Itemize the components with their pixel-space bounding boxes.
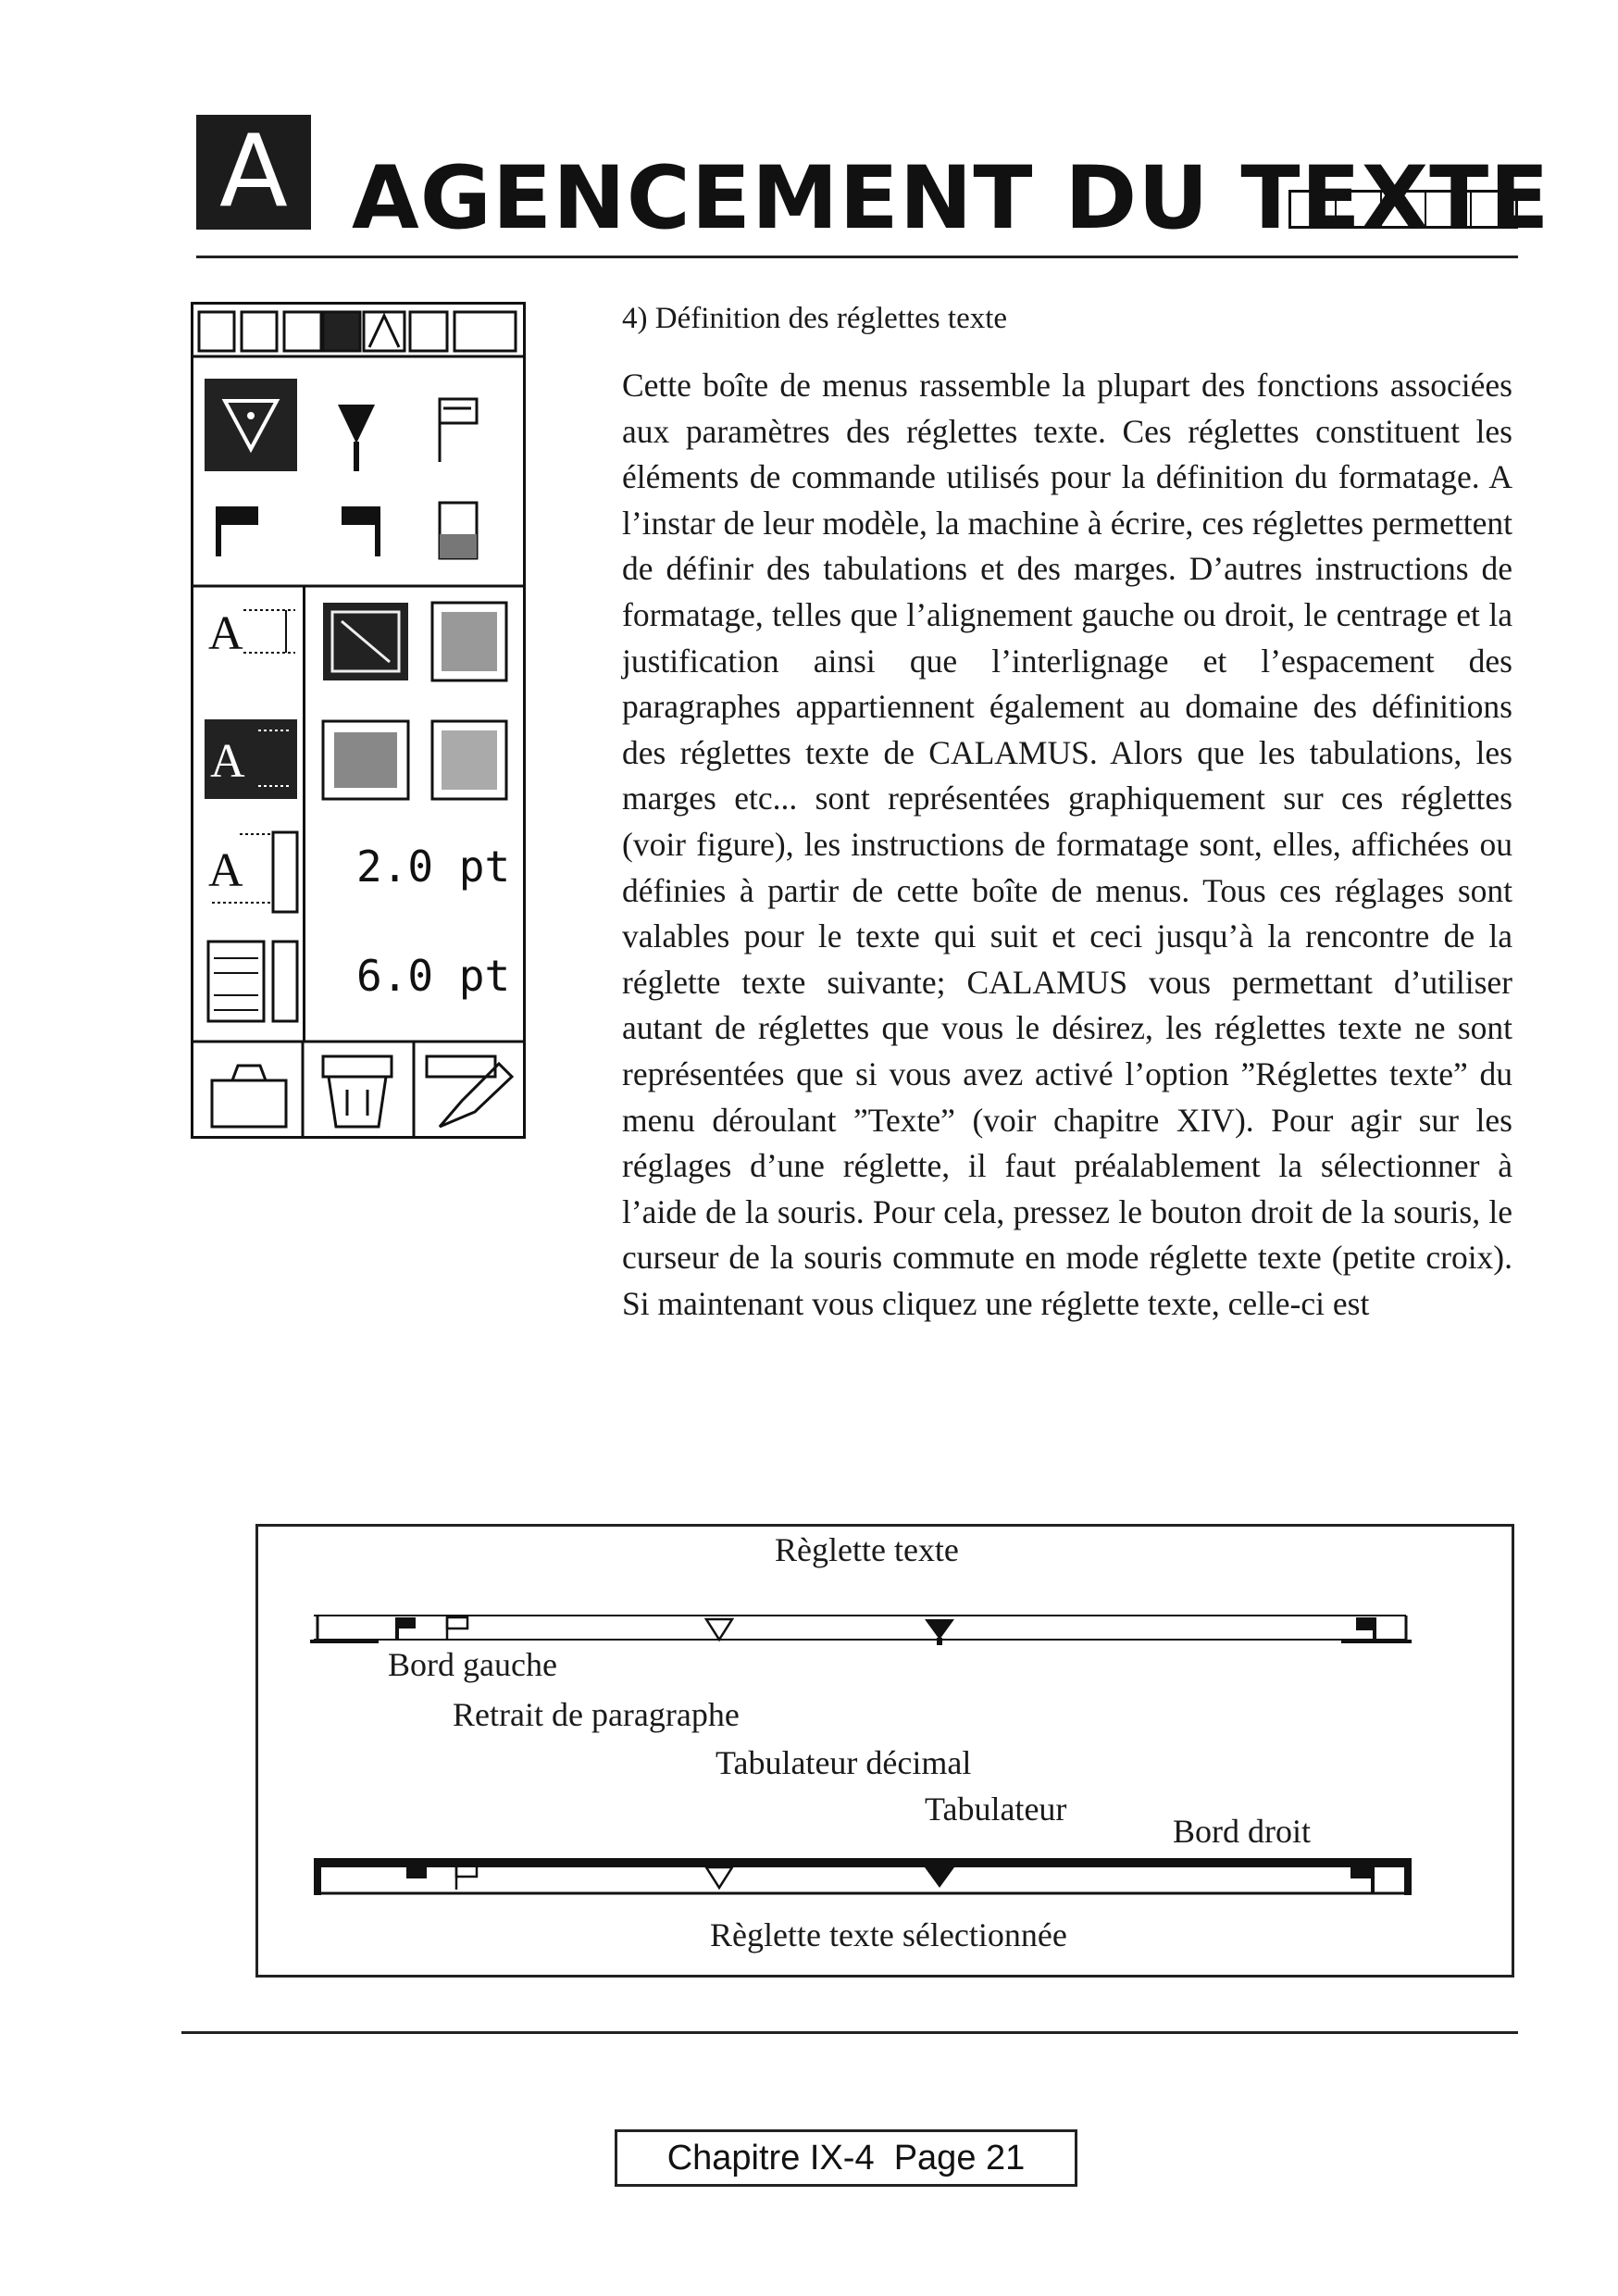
interline-value[interactable]: 2.0 pt <box>356 842 511 892</box>
figure-bottom-caption: Règlette texte sélectionnée <box>710 1916 1067 1953</box>
text-tools-icon <box>1426 193 1472 226</box>
paragraph-space-value[interactable]: 6.0 pt <box>356 951 511 1001</box>
label-indent: Retrait de paragraphe <box>453 1696 740 1733</box>
text-special-icon <box>1472 193 1515 226</box>
clipboard-icon[interactable] <box>212 1066 286 1127</box>
section-body: Cette boîte de menus rassemble la plupart des fonctions associées aux paramètres des réglettes texte. Ces réglettes constituent les éléments de commande utilisés pour la définition du formatage. A l’instar de leur modèle, la machine à écrire, ces réglettes permettent de définir des tabulations et des marges. D’autres instructions de formatage, telles que l’alignement gauche ou droit, le centrage et la justification ainsi que l’interlignage et l’espacement des paragraphes appartiennent également au domaine des définitions des réglettes texte de CALAMUS. Alors que les tabulations, les marges etc... sont représentées graphiquement sur ces réglettes (voir figure), les instructions de formatage sont, elles, affichées ou définies à partir de cette boîte de menus. Tous ces réglages sont valables pour le texte qui suit et ceci jusqu’à la rencontre de la réglette texte suivante; CALAMUS vous permettant d’utiliser autant de réglettes que vous le désirez, les réglettes texte ne sont représentées que si vous avez activé l’option ”Réglettes texte” du menu déroulant ”Texte” (voir chapitre XIV). Pour agir sur les réglages d’une réglette, il faut préalablement la sélectionner à l’aide de la souris. Pour cela, pressez le bouton droit de la souris, le curseur de la souris commute en mode réglette texte (petite croix). Si maintenant vous cliquez une réglette texte, celle-ci est <box>622 367 1512 1322</box>
ruler-figure <box>255 1524 1514 1978</box>
label-decimal-tab: Tabulateur décimal <box>716 1744 972 1781</box>
align-right-icon[interactable] <box>432 721 506 799</box>
align-justify-selected-icon[interactable] <box>323 603 408 680</box>
text-ruler-unselected <box>310 1616 1412 1641</box>
text-ruler-selected <box>314 1858 1412 1895</box>
figure-top-caption: Règlette texte <box>775 1531 959 1568</box>
decimal-tab-marker <box>706 1619 732 1640</box>
header-rule <box>196 256 1518 258</box>
align-center-icon[interactable] <box>432 603 506 680</box>
tab-marker-icon[interactable] <box>338 405 375 471</box>
trash-icon[interactable] <box>323 1056 392 1127</box>
svg-text:A: A <box>208 844 243 897</box>
text-style-icon <box>1291 193 1337 226</box>
paragraph-spacing-icon[interactable] <box>208 942 297 1021</box>
footer-rule <box>181 2031 1518 2034</box>
ruler-palette-graphics <box>193 305 523 1136</box>
page-title: AGENCEMENT DU TEXTE <box>352 148 1550 249</box>
left-edge-marker <box>395 1617 416 1640</box>
chapter-logo-letter: A <box>219 114 288 230</box>
label-tab: Tabulateur <box>925 1791 1067 1828</box>
label-left-edge: Bord gauche <box>388 1646 557 1683</box>
page-number-box <box>615 2129 1077 2187</box>
right-margin-icon[interactable] <box>342 506 380 556</box>
text-frame-icon <box>1382 193 1427 226</box>
letter-spacing-selected-icon[interactable] <box>205 719 297 799</box>
header-icon-strip <box>1288 190 1518 229</box>
chapter-logo <box>196 115 311 230</box>
decimal-tab-selected-icon[interactable] <box>205 379 297 471</box>
palette-tab-icons[interactable] <box>199 312 516 351</box>
right-edge-marker <box>1356 1617 1376 1641</box>
page-number: Chapitre IX-4 Page 21 <box>666 2138 1026 2177</box>
left-margin-icon[interactable] <box>216 506 258 556</box>
palette-column-divider <box>303 586 305 1042</box>
indent-marker <box>447 1617 467 1640</box>
text-ruler-icon <box>1337 193 1382 226</box>
glue-tube-icon[interactable] <box>427 1056 512 1127</box>
section-title: 4) Définition des réglettes texte <box>622 302 1008 335</box>
label-right-edge: Bord droit <box>1173 1813 1311 1850</box>
ruler-palette <box>191 302 526 1139</box>
line-spacing-icon[interactable] <box>208 607 295 660</box>
svg-text:A: A <box>210 735 245 788</box>
tab-marker <box>925 1619 954 1645</box>
interline-spacing-icon[interactable] <box>208 832 297 912</box>
eraser-icon[interactable] <box>440 503 477 558</box>
svg-text:A: A <box>208 607 243 660</box>
paragraph-indent-icon[interactable] <box>440 399 477 462</box>
align-left-icon[interactable] <box>323 721 408 799</box>
